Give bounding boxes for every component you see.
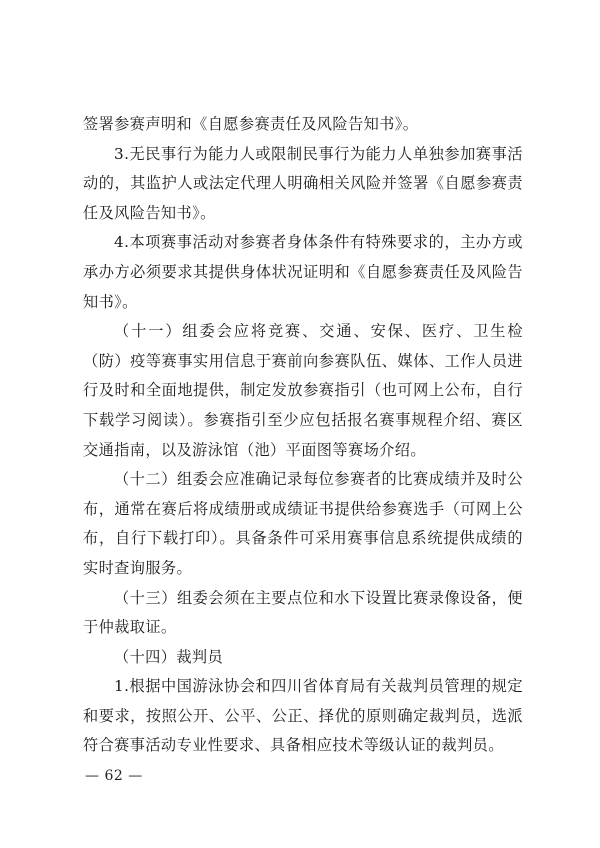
document-body — [83, 110, 523, 761]
paragraph-item-4: 4.本项赛事活动对参赛者身体条件有特殊要求的，主办方或承办方必须要求其提供身体状况证明和《自愿参赛责任及风险告知书》。 — [83, 233, 523, 311]
paragraph-continuation: 签署参赛声明和《自愿参赛责任及风险告知书》。 — [83, 115, 419, 133]
paragraph-referee-item-1: 1.根据中国游泳协会和四川省体育局有关裁判员管理的规定和要求，按照公开、公平、公正、择优的原则确定裁判员，选派符合赛事活动专业性要求、具备相应技术等级认证的裁判员。 — [83, 677, 523, 755]
paragraph-item-3: 3.无民事行为能力人或限制民事行为能力人单独参加赛事活动的，其监护人或法定代理人明确相关风险并签署《自愿参赛责任及风险告知书》。 — [83, 144, 523, 222]
paragraph-section-12: （十二）组委会应准确记录每位参赛者的比赛成绩并及时公布，通常在赛后将成绩册或成绩证书提供给参赛选手（可网上公布，自行下载打印）。具备条件可采用赛事信息系统提供成绩的实时查询服务。 — [83, 470, 523, 577]
page-number: — 62 — — [85, 768, 143, 784]
paragraph-section-11: （十一）组委会应将竞赛、交通、安保、医疗、卫生检（防）疫等赛事实用信息于赛前向参赛队伍、媒体、工作人员进行及时和全面地提供，制定发放参赛指引（也可网上公布，自行下载学习阅读）。参赛指引至少应包括报名赛事规程介绍、赛区交通指南，以及游泳馆（池）平面图等赛场介绍。 — [83, 322, 523, 459]
section-heading-14: （十四）裁判员 — [114, 647, 224, 666]
paragraph-section-13: （十三）组委会须在主要点位和水下设置比赛录像设备，便于仲裁取证。 — [83, 588, 523, 637]
